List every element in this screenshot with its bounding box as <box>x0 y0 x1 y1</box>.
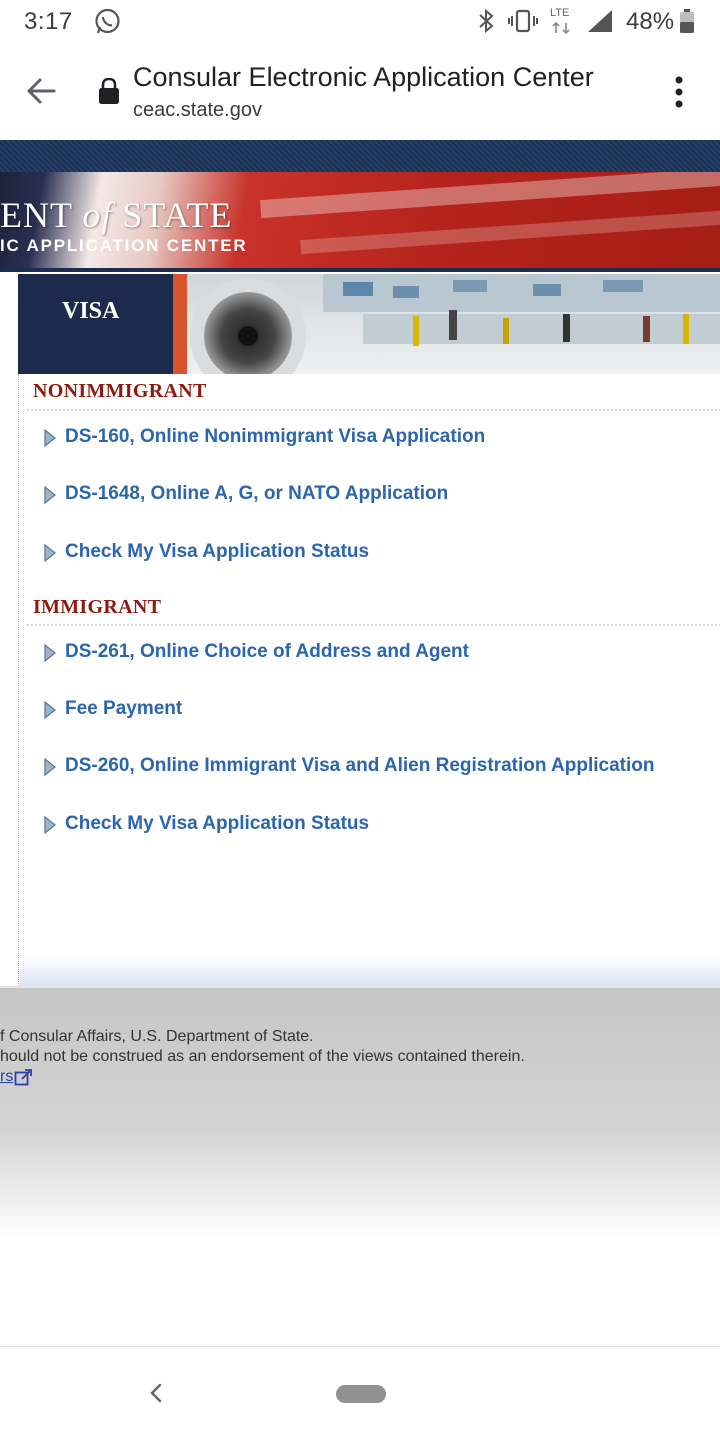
arrow-bullet-icon <box>43 543 57 563</box>
visa-hero <box>18 274 720 374</box>
section-heading-immigrant: IMMIGRANT <box>33 596 162 618</box>
footer-disclaimer: hould not be construed as an endorsement of the views contained therein. <box>0 1048 525 1065</box>
battery-percent: 48% <box>626 8 675 35</box>
arrow-bullet-icon <box>43 643 57 663</box>
bluetooth-icon <box>476 9 496 33</box>
visa-label: VISA <box>62 298 120 324</box>
flag-stripe <box>260 172 720 218</box>
footer-link[interactable]: rs <box>0 1068 14 1085</box>
link-text[interactable]: DS-261, Online Choice of Address and Agent <box>65 641 469 662</box>
site-footer <box>0 986 720 1346</box>
visa-label-block <box>18 274 173 374</box>
system-nav-bar <box>0 1346 720 1440</box>
section-divider <box>27 624 720 626</box>
vibrate-icon <box>508 9 538 33</box>
section-divider <box>27 409 720 411</box>
content-panel <box>18 374 720 986</box>
nav-back-icon[interactable] <box>146 1381 166 1405</box>
back-arrow-icon[interactable] <box>24 74 58 108</box>
more-vert-icon[interactable] <box>664 74 694 110</box>
banner-divider <box>0 268 720 272</box>
page-url[interactable]: ceac.state.gov <box>133 99 262 121</box>
flag-stripe <box>300 204 720 254</box>
banner-title-suffix: STATE <box>112 195 233 235</box>
link-text[interactable]: DS-160, Online Nonimmigrant Visa Application <box>65 426 486 447</box>
site-top-stripe <box>0 140 720 172</box>
arrow-bullet-icon <box>43 428 57 448</box>
banner-title-prefix: ENT <box>0 195 83 235</box>
footer-text: f Consular Affairs, U.S. Department of State. <box>0 1028 314 1045</box>
link-text[interactable]: Check My Visa Application Status <box>65 813 370 834</box>
lock-icon[interactable] <box>98 78 120 104</box>
arrow-bullet-icon <box>43 700 57 720</box>
link-text[interactable]: DS-260, Online Immigrant Visa and Alien Registration Application <box>65 755 655 776</box>
link-text[interactable]: Fee Payment <box>65 698 183 719</box>
signal-icon <box>586 10 614 32</box>
link-text[interactable]: Check My Visa Application Status <box>65 541 370 562</box>
page-title[interactable]: Consular Electronic Application Center <box>133 62 594 92</box>
home-pill[interactable] <box>336 1385 386 1403</box>
arrow-bullet-icon <box>43 815 57 835</box>
status-time: 3:17 <box>24 8 73 35</box>
airport-hero-image <box>173 274 720 374</box>
status-bar <box>0 0 720 44</box>
banner-title <box>0 194 232 236</box>
network-label: LTE <box>550 7 570 19</box>
arrow-bullet-icon <box>43 757 57 777</box>
section-heading-nonimmigrant: NONIMMIGRANT <box>33 380 207 402</box>
link-text[interactable]: DS-1648, Online A, G, or NATO Application <box>65 483 449 504</box>
battery-icon <box>680 9 694 33</box>
arrow-bullet-icon <box>43 485 57 505</box>
whatsapp-icon <box>94 8 121 35</box>
content-bottom-fade <box>19 956 720 986</box>
external-link-icon[interactable] <box>14 1068 33 1087</box>
site-banner <box>0 172 720 272</box>
banner-subtitle: IC APPLICATION CENTER <box>0 236 248 255</box>
browser-toolbar <box>0 44 720 140</box>
lte-icon <box>550 5 574 35</box>
banner-title-of: of <box>82 195 113 235</box>
